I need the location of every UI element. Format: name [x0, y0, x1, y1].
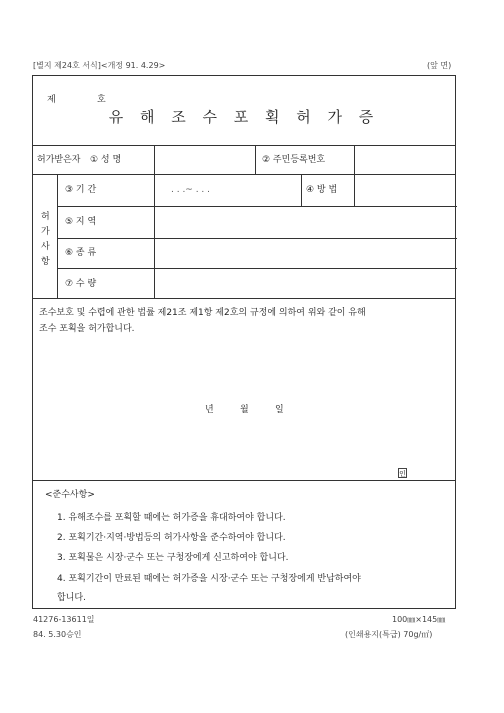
period-label: ③ 기 간: [65, 185, 97, 195]
date-month: 월: [240, 405, 249, 415]
resident-number-label: ② 주민등록번호: [262, 155, 326, 165]
body-text-line-1: 조수보호 및 수렵에 관한 법률 제21조 제1항 제2호의 규정에 의하여 위와 같이 유해: [39, 308, 366, 318]
divider: [301, 174, 302, 206]
page-side-label: (앞 면): [427, 61, 452, 70]
divider: [57, 206, 457, 207]
divider: [154, 145, 155, 298]
divider: [33, 145, 455, 146]
paper-spec: (인쇄용지(특급) 70g/㎡): [345, 630, 433, 639]
permit-items-label-4: 항: [41, 257, 50, 267]
permit-items-label-2: 가: [41, 227, 50, 237]
quantity-label: ⑦ 수 량: [65, 279, 97, 289]
number-prefix: 제: [47, 95, 56, 105]
species-label: ⑥ 종 류: [65, 248, 97, 258]
notice-title: <준수사항>: [45, 490, 95, 500]
number-suffix: 호: [97, 95, 106, 105]
divider: [33, 480, 455, 481]
form-reference: [별지 제24호 서식]<개정 91. 4.29>: [33, 61, 166, 70]
divider: [255, 145, 256, 174]
seal-mark: 인: [399, 470, 406, 478]
form-size: 100㎜×145㎜: [392, 615, 446, 624]
permit-form: [32, 75, 456, 609]
permit-items-label-3: 사: [41, 242, 50, 252]
divider: [33, 174, 455, 175]
divider: [33, 298, 455, 299]
period-value: . . .~ . . .: [171, 185, 211, 195]
permit-items-label-1: 허: [41, 212, 50, 222]
permit-holder-label: 허가받은자: [37, 155, 81, 165]
notice-item: 합니다.: [57, 593, 86, 603]
body-text-line-2: 조수 포획을 허가합니다.: [39, 324, 135, 334]
name-label: ① 성 명: [90, 155, 122, 165]
notice-item: 3. 포획물은 시장·군수 또는 구청장에게 신고하여야 합니다.: [57, 553, 289, 563]
date-year: 년: [205, 405, 214, 415]
divider: [354, 145, 355, 206]
approval-date: 84. 5.30승인: [33, 630, 82, 639]
date-day: 일: [275, 405, 284, 415]
notice-item: 4. 포획기간이 만료된 때에는 허가증을 시장·군수 또는 구청장에게 반납하여야: [57, 574, 361, 584]
divider: [57, 268, 457, 269]
divider: [57, 174, 58, 298]
notice-item: 2. 포획기간·지역·방법등의 허가사항을 준수하여야 합니다.: [57, 533, 286, 543]
notice-item: 1. 유해조수를 포획할 때에는 허가증을 휴대하여야 합니다.: [57, 513, 286, 523]
form-code: 41276-13611일: [33, 615, 95, 624]
divider: [57, 238, 457, 239]
area-label: ⑤ 지 역: [65, 217, 97, 227]
method-label: ④ 방 법: [306, 185, 338, 195]
form-title: 유 해 조 수 포 획 허 가 증: [108, 108, 380, 126]
